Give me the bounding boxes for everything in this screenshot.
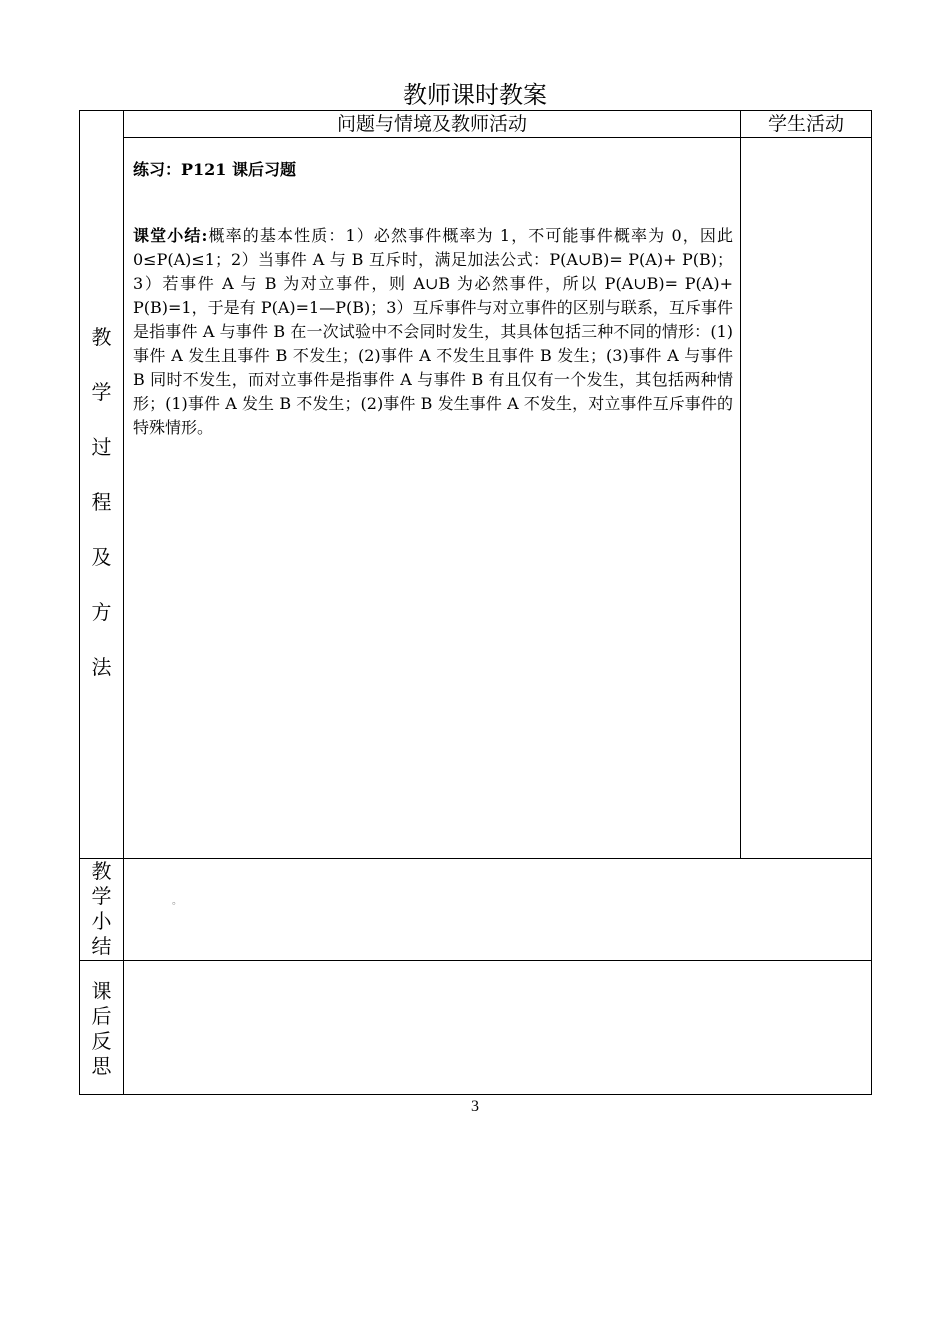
label-char: 过: [91, 435, 112, 459]
label-char: 课: [91, 979, 112, 1003]
label-char: 程: [91, 490, 112, 514]
label-char: 方: [91, 600, 112, 624]
left-column-divider: [123, 111, 124, 1094]
label-char: 教: [91, 859, 112, 883]
label-char: 结: [91, 934, 112, 958]
label-char: 教: [91, 325, 112, 349]
process-content: [133, 158, 733, 440]
lesson-plan-table: [79, 110, 872, 1095]
label-char: 后: [91, 1004, 112, 1028]
page-number: 3: [471, 1098, 479, 1115]
summary-text: 概率的基本性质：1）必然事件概率为 1，不可能事件概率为 0，因此 0≤P(A)≤1；2）当事件 A 与 B 互斥时，满足加法公式：P(A∪B)= P(A)+ P(B)；3）若事件 A 与 B 为对立事件，则 A∪B 为必然事件，所以 P(A∪B)= P(A)+ P(B)=1，于是有 P(A)=1—P(B)；3）互斥事件与对立事件的区别与联系，互斥事件是指事件 A 与事件 B 在一次试验中不会同时发生，其具体包括三种不同的情形：(1)事件 A 发生且事件 B 不发生；(2)事件 A 不发生且事件 B 发生；(3)事件 A 与事件 B 同时不发生，而对立事件是指事件 A 与事件 B 有且仅有一个发生，其包括两种情形；(1)事件 A 发生 B 不发生；(2)事件 B 发生事件 A 不发生，对立事件互斥事件的特殊情形。: [133, 226, 733, 437]
summary-cell-mark: 。: [172, 896, 182, 907]
label-char: 小: [91, 909, 112, 933]
label-char: 思: [91, 1054, 112, 1078]
row-divider-summary: [80, 858, 871, 859]
label-char: 反: [91, 1029, 112, 1053]
row-label-process: [80, 321, 123, 680]
student-column-divider: [740, 111, 741, 858]
row-label-reflection: [80, 979, 123, 1079]
row-divider-reflection: [80, 960, 871, 961]
label-char: 学: [91, 884, 112, 908]
header-main: 问题与情境及教师活动: [336, 113, 527, 135]
label-char: 法: [91, 655, 112, 679]
label-char: 及: [91, 545, 112, 569]
summary-label: 课堂小结:: [133, 226, 208, 245]
header-student: 学生活动: [767, 113, 844, 135]
exercise-line: 练习：P121 课后习题: [133, 160, 297, 179]
page-title: 教师课时教案: [403, 81, 547, 109]
row-label-summary: [80, 859, 123, 959]
class-summary-paragraph: [133, 224, 733, 440]
label-char: 学: [91, 380, 112, 404]
